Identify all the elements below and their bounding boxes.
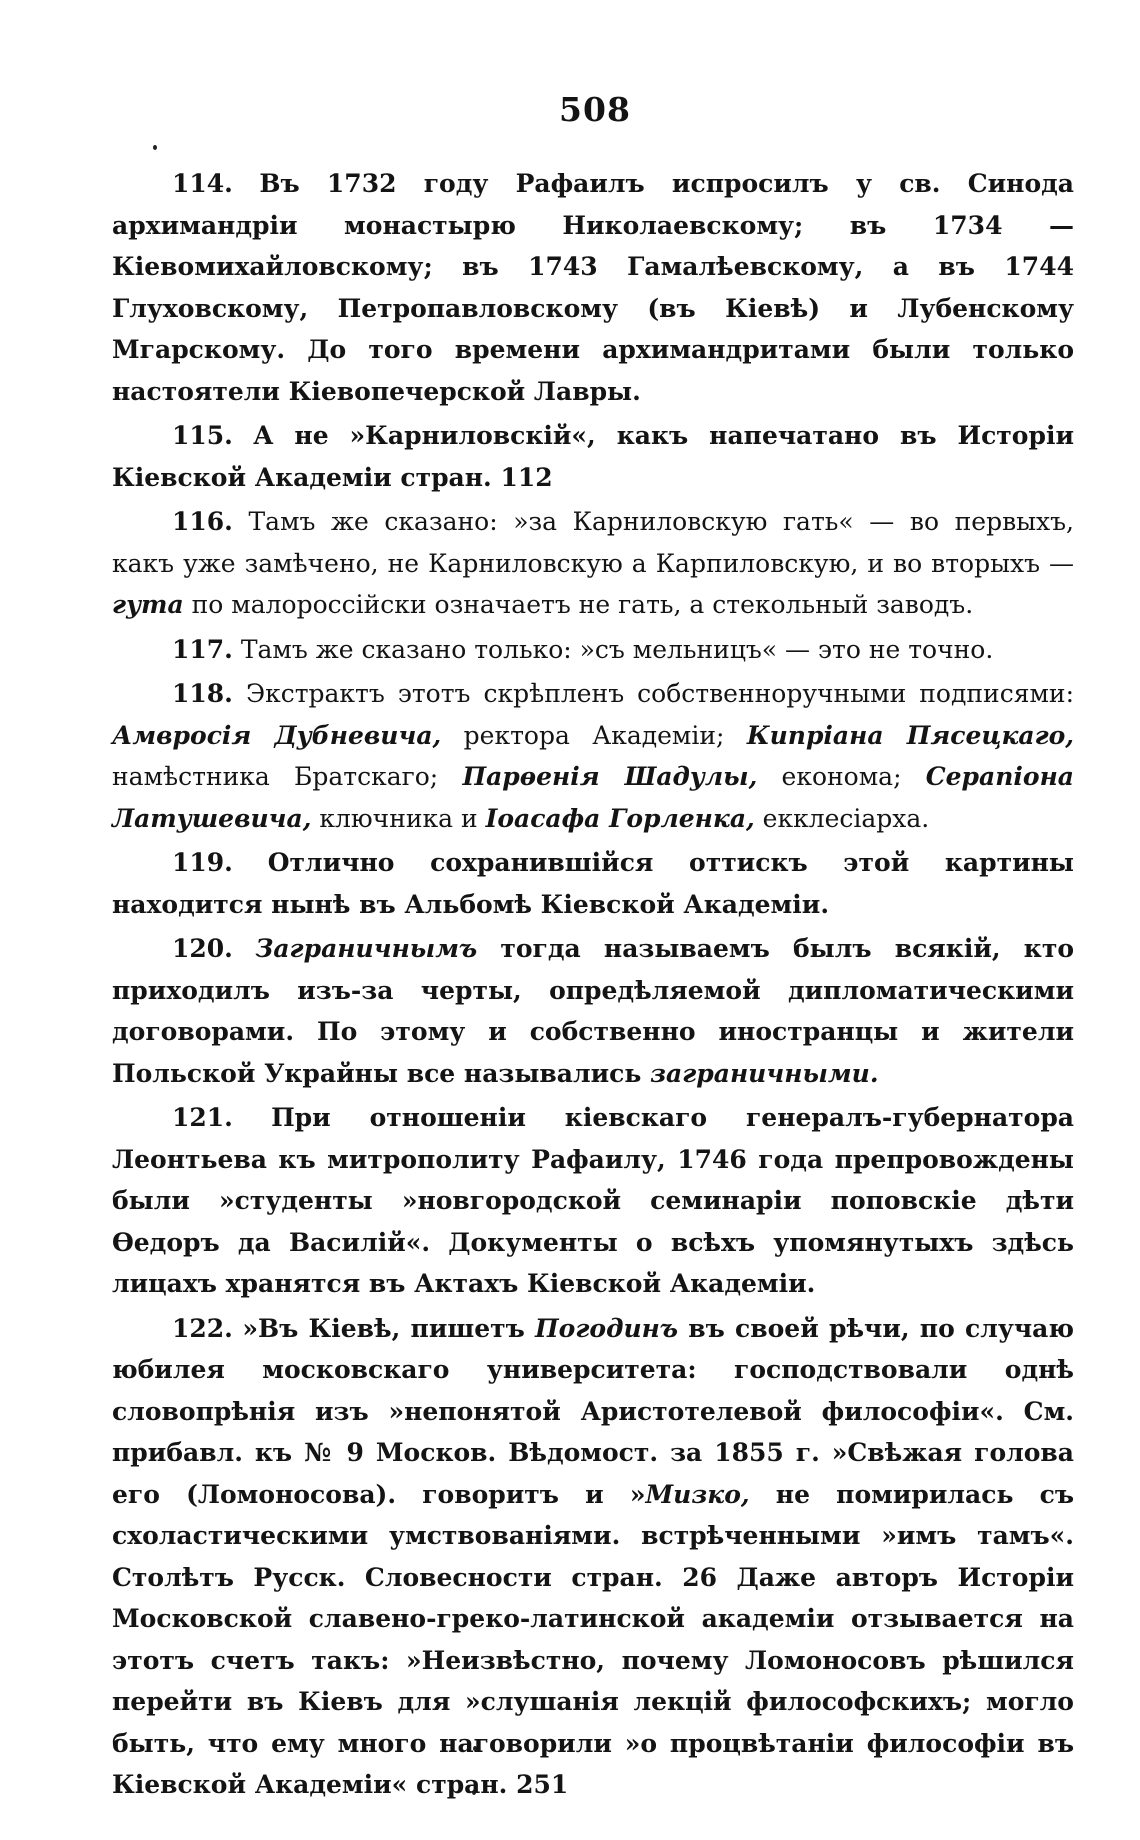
page-number: 508 (559, 90, 631, 129)
endnote-text: А не »Карниловскій«, какъ напечатано въ Исторіи Кіевской Академіи стран. 112 (112, 421, 1074, 492)
endnote-text: При отношеніи кіевскаго генералъ-губернатора Леонтьева къ митрополиту Рафаилу, 1746 года препровождены были »студенты »новгородской семинаріи поповскіе дѣти Ѳедоръ да Василій«. Документы о всѣхъ упомянутыхъ здѣсь лицахъ хранятся въ Актахъ Кіевской Академіи. (112, 1103, 1074, 1298)
endnote-text: »Въ Кіевѣ, пишетъ (242, 1313, 536, 1343)
endnote-120 (112, 928, 1074, 1094)
endnote-text: не помирилась съ схоластическими умствованіями. встрѣченными »имъ тамъ«. Столѣтъ Русск. Словесности стран. 26 Даже авторъ Исторіи Московской славено-греко-латинской академіи отзывается на этотъ счетъ такъ: »Неизвѣстно, почему Ломоносовъ рѣшился перейти въ Кіевъ для »слушанія лекцій философскихъ; могло быть, что ему много наговорили »о процвѣтаніи философіи въ Кіевской Академіи« стран. 251 (112, 1479, 1074, 1799)
endnote-italic-text: Парѳенія Шадулы, (462, 762, 758, 791)
endnote-118 (112, 673, 1074, 839)
endnote-114 (112, 163, 1074, 412)
endnote-number: 115. (172, 421, 233, 450)
endnote-text: Тамъ же сказано только: »съ мельницъ« — это не точно. (240, 634, 994, 664)
endnote-text: ректора Академіи; (441, 720, 747, 750)
endnote-number: 117. (172, 634, 233, 664)
endnote-122 (112, 1308, 1074, 1806)
endnote-text: намѣстника Братскаго; (112, 762, 463, 791)
endnote-text: тогда называемъ былъ всякій, кто приходилъ изъ-за черты, опредѣляемой дипломатическими договорами. По этому и собственно иностранцы и жители Польской Украйны все назывались (112, 934, 1074, 1088)
print-speck (153, 145, 157, 150)
endnote-number: 122. (172, 1313, 233, 1343)
endnote-italic-text: Погодинъ (535, 1313, 679, 1343)
endnote-italic-text: Іоасафа Горленка, (485, 803, 755, 833)
endnote-text: Тамъ же сказано: »за Карниловскую гать« — во первыхъ, какъ уже замѣчено, не Карниловскую а Карпиловскую, и во вторыхъ — (112, 507, 1074, 578)
endnote-number: 114. (172, 169, 233, 198)
endnote-text: Въ 1732 году Рафаилъ испросилъ у св. Синода архимандріи монастырю Николаевскому; въ 1734 — Кіевомихайловскому; въ 1743 Гамалѣевскому, а въ 1744 Глуховскому, Петропавловскому (въ Кіевѣ) и Лубенскому Мгарскому. До того времени архимандритами были только настоятели Кіевопечерской Лавры. (112, 169, 1074, 406)
endnotes-list (112, 163, 1074, 1809)
endnote-text: економа; (757, 762, 926, 791)
endnote-text: Экстрактъ этотъ скрѣпленъ собственноручными подписями: (245, 679, 1075, 708)
endnote-text: по малороссійски означаетъ не гать, а стекольный заводъ. (183, 590, 974, 619)
endnote-text: въ своей рѣчи, по случаю юбилея московскаго университета: господствовали однѣ словопрѣнія изъ »непонятой Аристотелевой философіи«. См. прибавл. къ № 9 Москов. Вѣдомост. за 1855 г. »Свѣжая голова его (Ломоносова). говоритъ и » (112, 1313, 1074, 1509)
endnote-italic-text: Мизко, (645, 1479, 750, 1509)
endnote-117 (112, 629, 1074, 671)
endnote-number: 118. (172, 679, 233, 708)
endnote-italic-text: Заграничнымъ (255, 934, 478, 963)
endnote-115 (112, 415, 1074, 498)
endnote-121 (112, 1097, 1074, 1305)
endnote-119 (112, 842, 1074, 925)
endnote-text: ключника и (311, 803, 486, 833)
endnote-italic-text: заграничными. (650, 1058, 879, 1088)
endnote-italic-text: Амвросія Дубневича, (112, 720, 442, 750)
endnote-116 (112, 501, 1074, 626)
endnote-italic-text: Кипріана Пясецкаго, (746, 720, 1075, 750)
endnote-text: екклесіарха. (754, 803, 930, 833)
endnote-text: Отлично сохранившійся оттискъ этой картины находится нынѣ въ Альбомѣ Кіевской Академіи. (112, 848, 1074, 919)
endnote-number: 116. (172, 507, 233, 536)
endnote-number: 121. (172, 1103, 233, 1132)
endnote-italic-text: гута (112, 590, 184, 619)
endnote-number: 119. (172, 848, 233, 877)
endnote-number: 120. (172, 934, 233, 963)
endnote-italic-text: Серапіона Латушевича, (112, 762, 1075, 833)
